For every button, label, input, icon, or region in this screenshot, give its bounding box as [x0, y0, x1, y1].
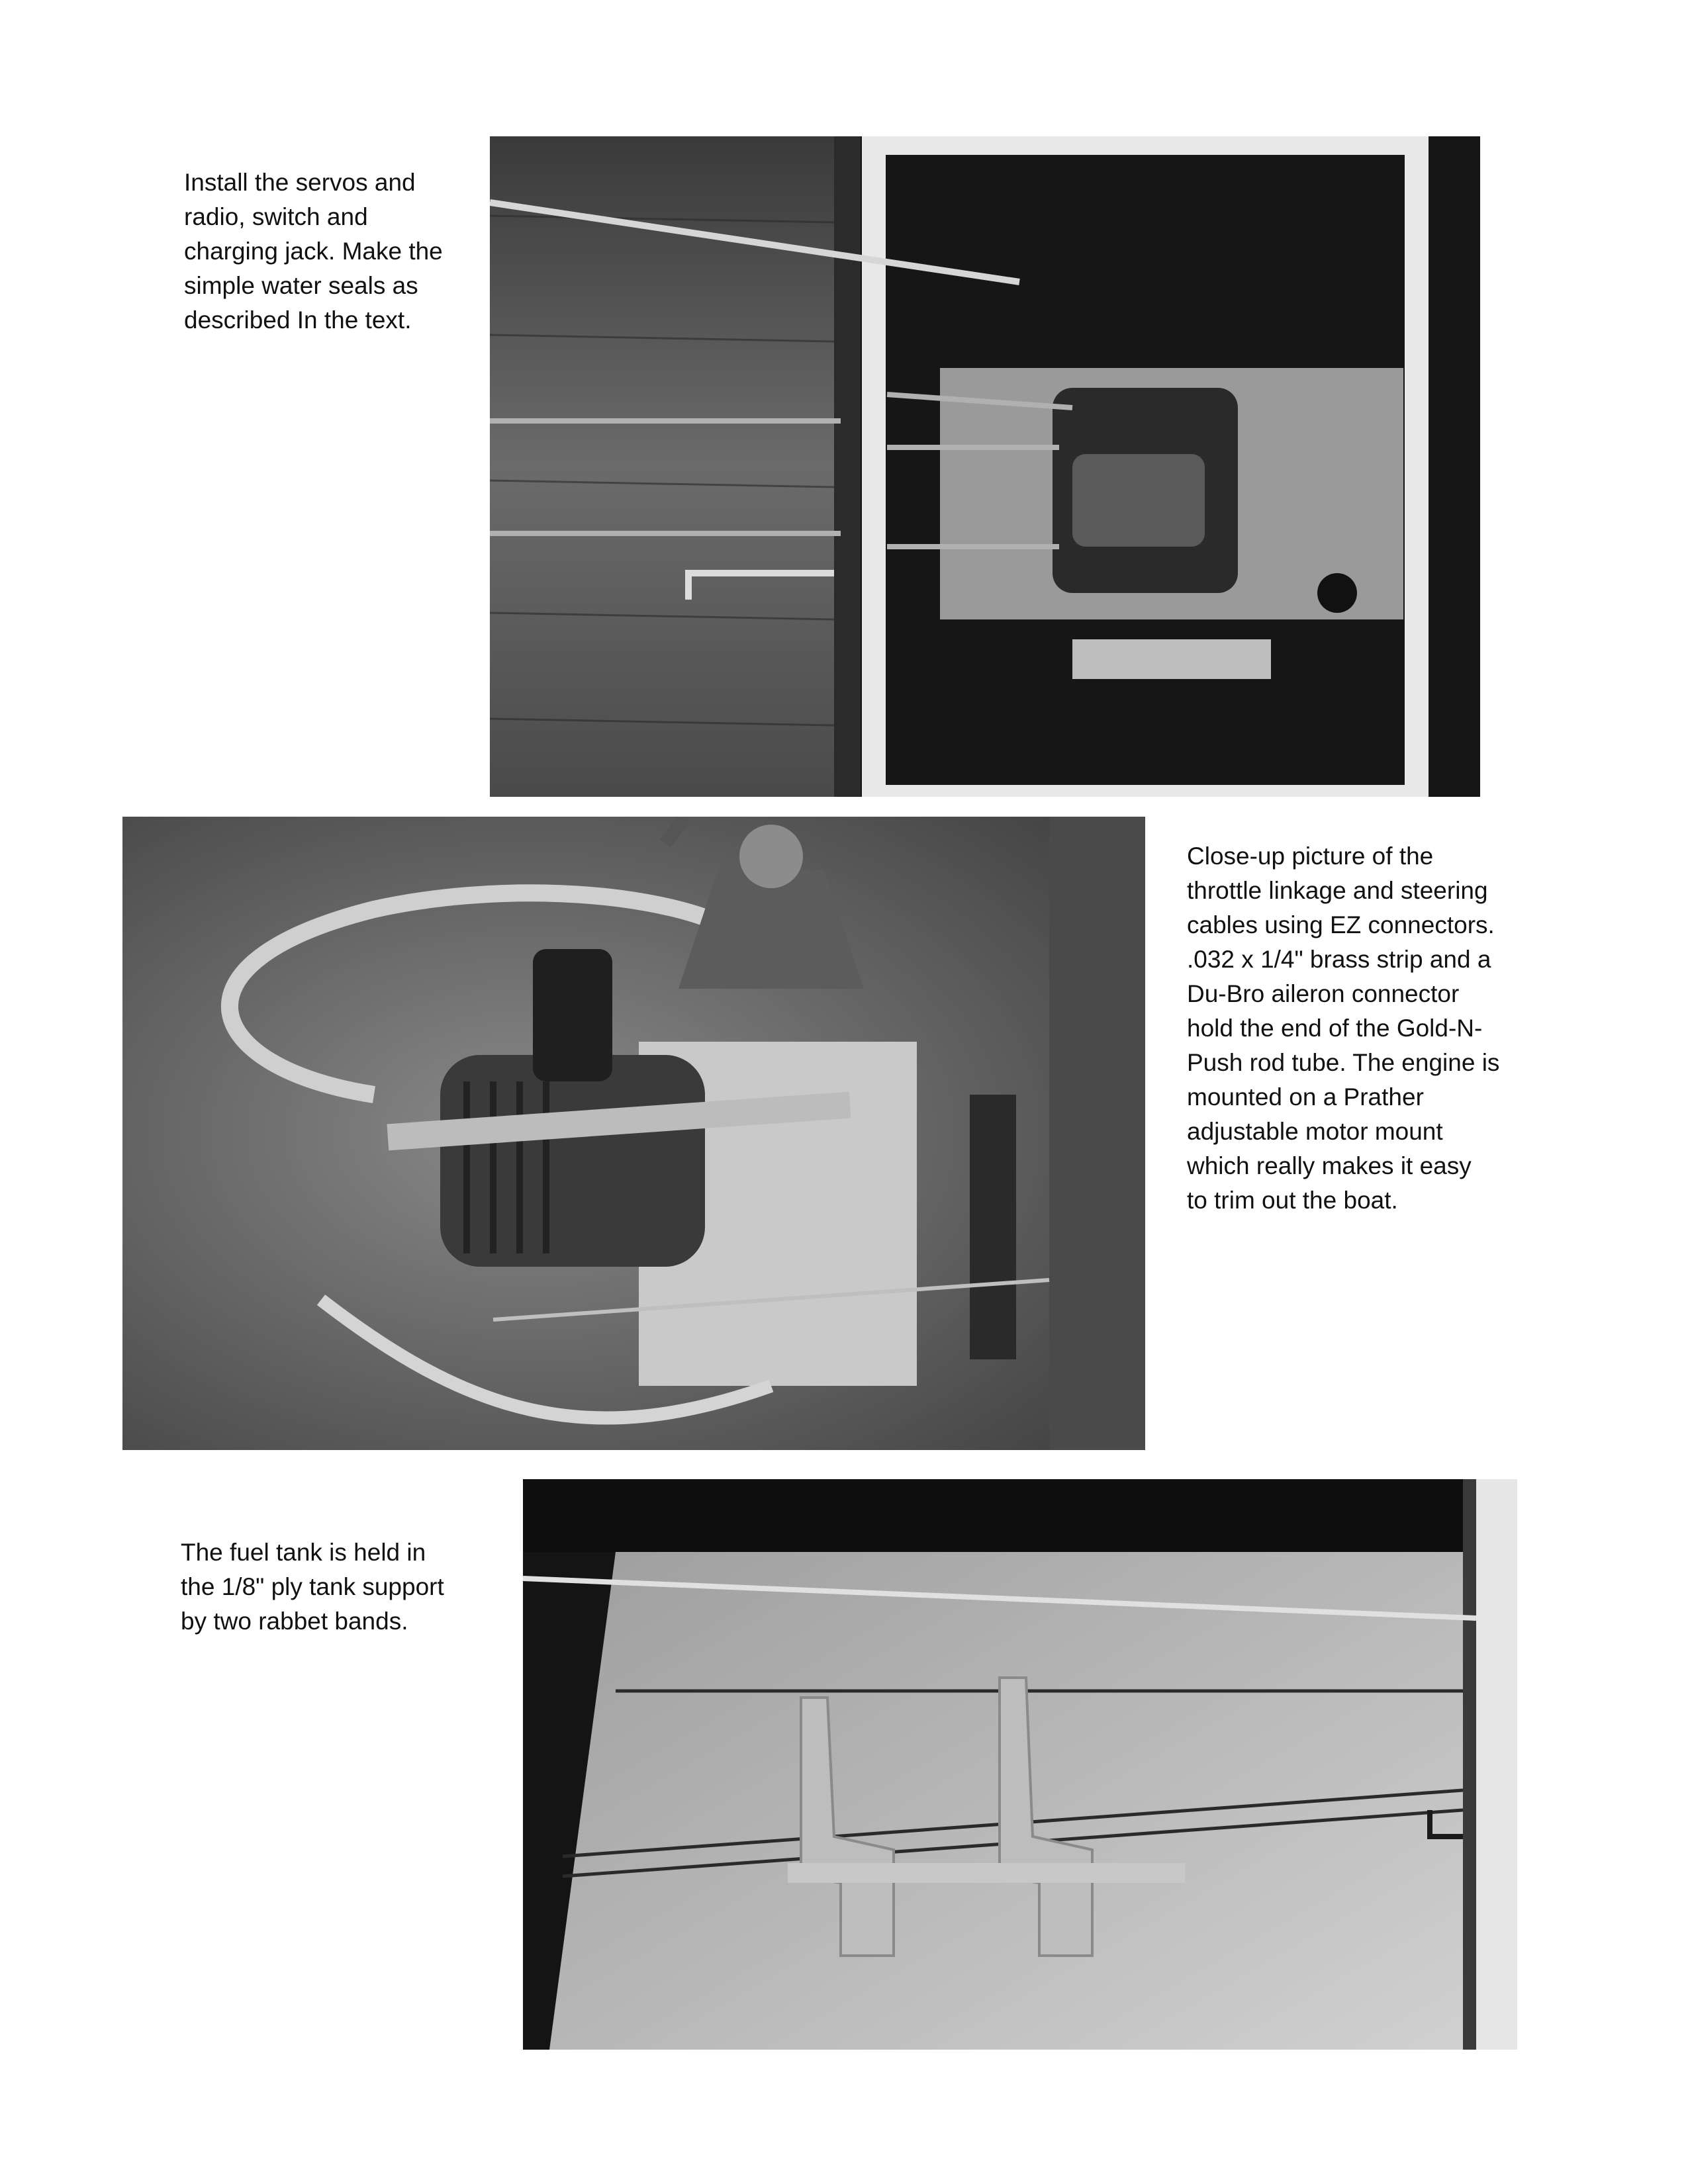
fuel-tank-caption: [181, 1535, 444, 1639]
caption-line: Push rod tube. The engine is: [1187, 1049, 1500, 1076]
caption-line: described In the text.: [184, 306, 412, 334]
caption-line: radio, switch and: [184, 203, 368, 230]
caption-line: charging jack. Make the: [184, 238, 443, 265]
caption-line: mounted on a Prather: [1187, 1083, 1424, 1111]
caption-line: Du-Bro aileron connector: [1187, 980, 1460, 1007]
caption-line: adjustable motor mount: [1187, 1118, 1443, 1145]
caption-line: hold the end of the Gold-N-: [1187, 1015, 1483, 1042]
caption-line: .032 x 1/4" brass strip and a: [1187, 946, 1491, 973]
fuel-tank-support-photo: [523, 1479, 1517, 2050]
servos-caption: [184, 165, 443, 338]
caption-line: The fuel tank is held in: [181, 1539, 426, 1566]
caption-line: by two rabbet bands.: [181, 1608, 408, 1635]
caption-line: throttle linkage and steering: [1187, 877, 1488, 904]
caption-line: to trim out the boat.: [1187, 1187, 1398, 1214]
caption-line: which really makes it easy: [1187, 1152, 1472, 1179]
caption-line: Install the servos and: [184, 169, 416, 196]
caption-line: the 1/8" ply tank support: [181, 1573, 444, 1600]
caption-line: Close-up picture of the: [1187, 842, 1434, 870]
caption-line: cables using EZ connectors.: [1187, 911, 1495, 938]
throttle-caption: [1187, 839, 1499, 1218]
engine-closeup-photo: [122, 817, 1145, 1450]
caption-line: simple water seals as: [184, 272, 418, 299]
radio-compartment-photo: [490, 136, 1480, 797]
